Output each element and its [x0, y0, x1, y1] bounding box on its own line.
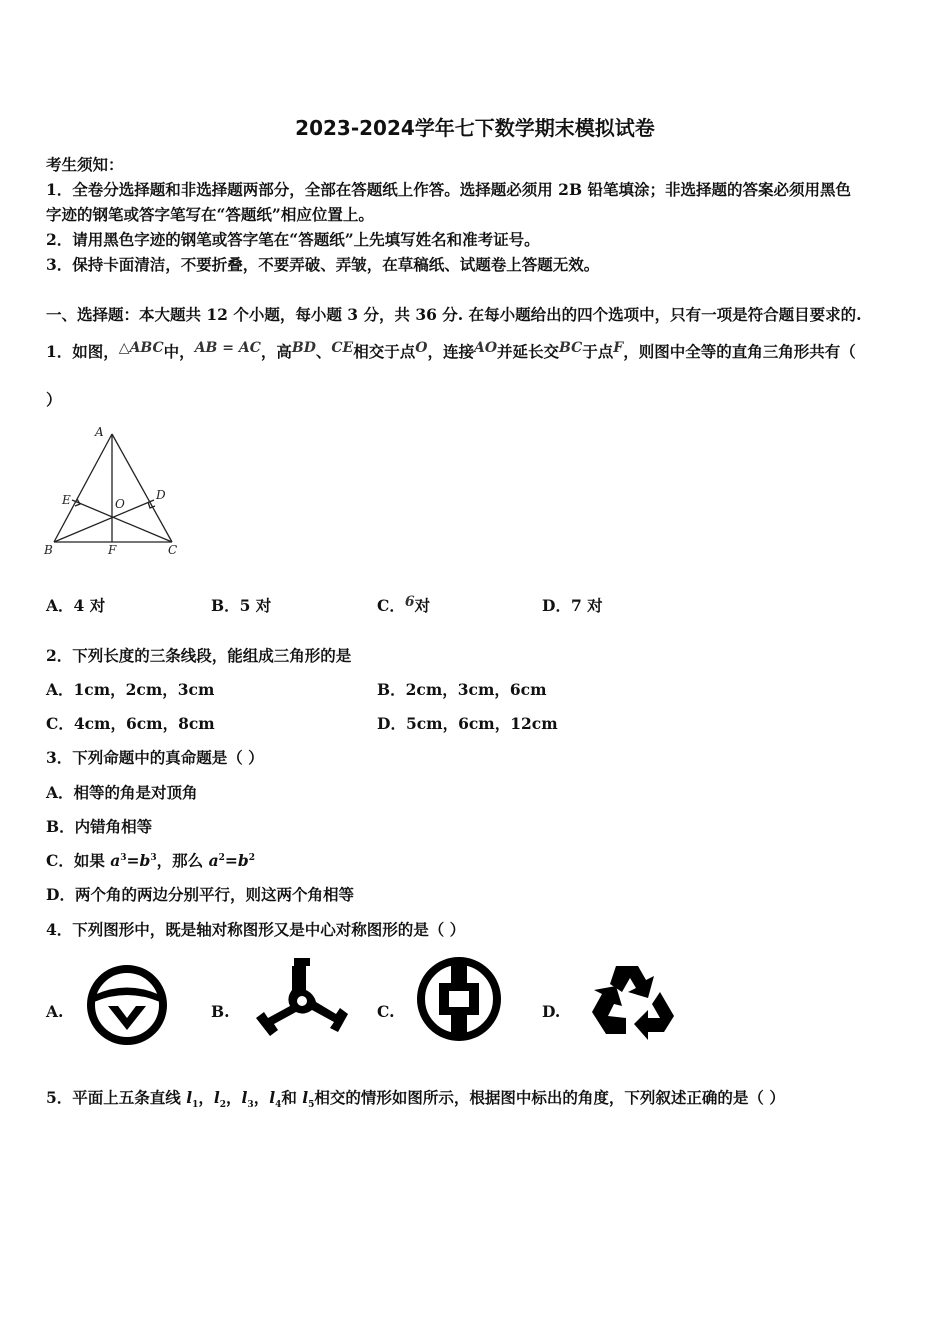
question-4-option-b-label: B.: [211, 1002, 230, 1021]
question-2-stem: 2．下列长度的三条线段，能组成三角形的是: [46, 646, 352, 665]
question-3-option-c: C．如果 $a^3=b^3$，那么 $a^2=b^2$: [46, 851, 255, 870]
question-2-option-b: B．2cm，3cm，6cm: [377, 680, 547, 699]
recycle-icon: [586, 958, 678, 1046]
label-o: O: [115, 497, 125, 511]
question-4-stem: 4．下列图形中，既是轴对称图形又是中心对称图形的是（ ）: [46, 920, 466, 939]
question-4-option-c-label: C.: [377, 1002, 395, 1021]
page-title: 2023-2024学年七下数学期末模拟试卷: [295, 116, 655, 140]
notice-item-3: 3．保持卡面清洁，不要折叠，不要弄破、弄皱，在草稿纸、试题卷上答题无效。: [46, 255, 600, 274]
question-1-close-paren: ）: [46, 390, 62, 409]
question-1-option-c: C．6对: [377, 594, 431, 615]
symbol-b-icon: [254, 956, 350, 1040]
symbol-a-icon: [84, 962, 170, 1048]
label-f: F: [108, 543, 117, 557]
question-3-option-a: A．相等的角是对顶角: [46, 783, 198, 802]
notice-heading: 考生须知：: [46, 155, 124, 174]
notice-item-1-line-2: 字迹的钢笔或答字笔写在“答题纸”相应位置上。: [46, 205, 374, 224]
question-2-option-a: A．1cm，2cm，3cm: [46, 680, 215, 699]
side-ab: [54, 434, 112, 542]
question-3-option-b: B．内错角相等: [46, 817, 153, 836]
label-d: D: [156, 488, 166, 502]
question-5-stem: 5．平面上五条直线 $l_1$，$l_2$，$l_3$，$l_4$和 $l_5$相交的情形如图所示，根据图中标出的角度，下列叙述正确的是（ ）: [46, 1088, 785, 1111]
section-heading: 一、选择题：本大题共 12 个小题，每小题 3 分，共 36 分. 在每小题给出的四个选项中，只有一项是符合题目要求的.: [46, 305, 862, 324]
question-1-option-b: B．5 对: [211, 596, 272, 615]
question-2-option-c: C．4cm，6cm，8cm: [46, 714, 215, 733]
label-a: A: [95, 425, 104, 439]
question-3-option-d: D．两个角的两边分别平行，则这两个角相等: [46, 885, 354, 904]
symbol-c-icon: [415, 955, 503, 1043]
notice-item-1-line-1: 1．全卷分选择题和非选择题两部分，全部在答题纸上作答。选择题必须用 2B 铅笔填涂；非选择题的答案必须用黑色: [46, 180, 851, 199]
notice-item-2: 2．请用黑色字迹的钢笔或答字笔在“答题纸”上先填写姓名和准考证号。: [46, 230, 540, 249]
question-3-stem: 3．下列命题中的真命题是（ ）: [46, 748, 264, 767]
question-2-option-d: D．5cm，6cm，12cm: [377, 714, 558, 733]
question-1-option-a: A．4 对: [46, 596, 106, 615]
label-c: C: [168, 543, 178, 557]
question-4-option-d-label: D.: [542, 1002, 561, 1021]
triangle-figure: [40, 420, 190, 560]
label-e: E: [62, 493, 71, 507]
question-4-option-a-label: A.: [46, 1002, 64, 1021]
label-b: B: [44, 543, 53, 557]
question-1-option-d: D．7 对: [542, 596, 603, 615]
question-1-stem: 1．如图，△ABC中，AB = AC，高BD、CE相交于点O，连接AO并延长交BC于点F，则图中全等的直角三角形共有（: [46, 340, 856, 361]
